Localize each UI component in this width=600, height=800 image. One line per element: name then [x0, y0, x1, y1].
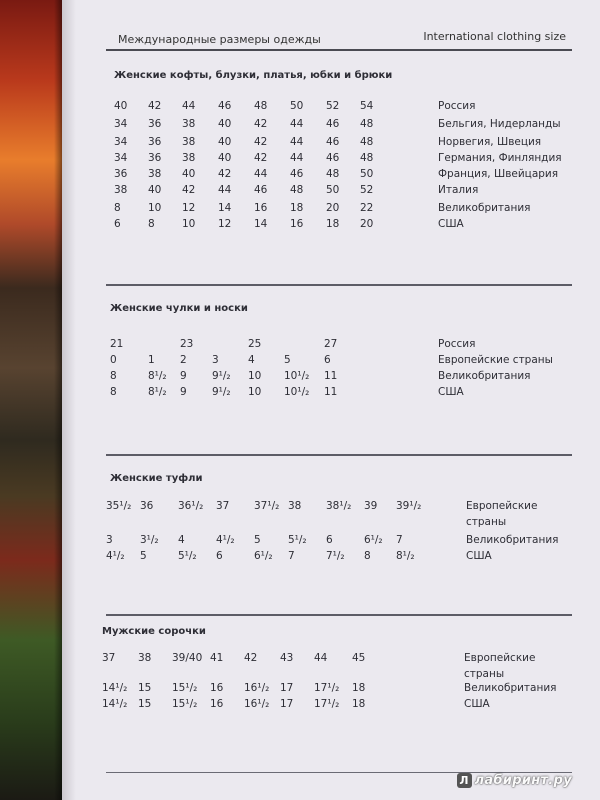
size-value: 48	[326, 168, 340, 180]
size-value: 16	[210, 682, 224, 694]
size-value: 42	[254, 136, 268, 148]
size-value: 48	[360, 118, 374, 130]
country-label: Великобритания	[464, 682, 557, 694]
size-value: 3	[106, 534, 113, 546]
size-value: 8	[110, 370, 117, 382]
size-value: 10	[248, 386, 262, 398]
size-value: 42	[244, 652, 258, 664]
section-divider	[106, 614, 572, 616]
size-value: 7¹/₂	[326, 550, 345, 562]
country-label: Великобритания	[466, 534, 559, 546]
country-label: Бельгия, Нидерланды	[438, 118, 561, 130]
size-value: 39	[364, 500, 378, 512]
country-label: Италия	[438, 184, 479, 196]
size-value: 39¹/₂	[396, 500, 422, 512]
size-value: 18	[352, 682, 366, 694]
size-value: 46	[326, 152, 340, 164]
size-value: 43	[280, 652, 294, 664]
country-label: США	[438, 218, 464, 230]
size-value: 37	[102, 652, 116, 664]
size-value: 34	[114, 136, 128, 148]
size-value: 14	[218, 202, 232, 214]
country-label: США	[464, 698, 490, 710]
header-divider	[106, 49, 572, 51]
size-value: 34	[114, 152, 128, 164]
size-value: 1	[148, 354, 155, 366]
size-value: 48	[254, 100, 268, 112]
size-value: 44	[290, 152, 304, 164]
size-value: 8	[110, 386, 117, 398]
size-value: 8	[364, 550, 371, 562]
size-value: 10¹/₂	[284, 370, 310, 382]
size-value: 16	[210, 698, 224, 710]
size-value: 10¹/₂	[284, 386, 310, 398]
size-value: 18	[352, 698, 366, 710]
size-value: 4	[178, 534, 185, 546]
size-value: 9	[180, 370, 187, 382]
size-value: 38	[114, 184, 128, 196]
size-value: 17	[280, 698, 294, 710]
size-value: 14	[254, 218, 268, 230]
country-label-cont: страны	[466, 516, 507, 528]
size-value: 15¹/₂	[172, 698, 198, 710]
country-label: Европейские	[464, 652, 536, 664]
size-value: 38	[138, 652, 152, 664]
size-value: 38¹/₂	[326, 500, 352, 512]
size-value: 9	[180, 386, 187, 398]
country-label: Норвегия, Швеция	[438, 136, 542, 148]
size-value: 18	[326, 218, 340, 230]
header-title-ru: Международные размеры одежды	[118, 33, 321, 46]
size-value: 6	[324, 354, 331, 366]
size-value: 44	[290, 118, 304, 130]
size-value: 50	[290, 100, 304, 112]
size-value: 16	[290, 218, 304, 230]
size-value: 8¹/₂	[148, 386, 167, 398]
section-divider	[106, 284, 572, 286]
country-label: США	[438, 386, 464, 398]
size-value: 42	[218, 168, 232, 180]
size-value: 3	[212, 354, 219, 366]
size-value: 52	[326, 100, 340, 112]
size-value: 5	[140, 550, 147, 562]
size-value: 15	[138, 698, 152, 710]
size-value: 42	[254, 152, 268, 164]
size-value: 46	[326, 136, 340, 148]
size-value: 5	[284, 354, 291, 366]
size-value: 8	[148, 218, 155, 230]
size-value: 12	[218, 218, 232, 230]
size-value: 8	[114, 202, 121, 214]
country-label: Франция, Швейцария	[438, 168, 559, 180]
size-value: 11	[324, 386, 338, 398]
size-value: 10	[182, 218, 196, 230]
country-label: Россия	[438, 338, 476, 350]
size-value: 5¹/₂	[178, 550, 197, 562]
size-value: 14¹/₂	[102, 682, 128, 694]
size-value: 0	[110, 354, 117, 366]
size-value: 36	[148, 118, 162, 130]
size-value: 9¹/₂	[212, 386, 231, 398]
watermark-text: лабиринт.ру	[474, 773, 572, 788]
size-value: 22	[360, 202, 374, 214]
size-value: 9¹/₂	[212, 370, 231, 382]
size-value: 15¹/₂	[172, 682, 198, 694]
watermark-logo-icon: Л	[457, 773, 472, 788]
size-value: 6	[114, 218, 121, 230]
size-value: 34	[114, 118, 128, 130]
size-value: 41	[210, 652, 224, 664]
size-value: 46	[254, 184, 268, 196]
size-value: 39/40	[172, 652, 203, 664]
size-value: 4	[248, 354, 255, 366]
size-value: 42	[182, 184, 196, 196]
watermark	[457, 773, 572, 788]
size-value: 6¹/₂	[364, 534, 383, 546]
section-title: Женские кофты, блузки, платья, юбки и брюки	[114, 70, 393, 81]
size-value: 38	[182, 152, 196, 164]
size-value: 46	[218, 100, 232, 112]
size-value: 52	[360, 184, 374, 196]
country-label: Россия	[438, 100, 476, 112]
size-value: 38	[148, 168, 162, 180]
country-label: Великобритания	[438, 202, 531, 214]
size-value: 48	[290, 184, 304, 196]
size-value: 38	[288, 500, 302, 512]
country-label: Европейские страны	[438, 354, 553, 366]
cover-photo-strip	[0, 0, 62, 800]
size-value: 17¹/₂	[314, 698, 340, 710]
size-value: 3¹/₂	[140, 534, 159, 546]
size-value: 40	[114, 100, 128, 112]
size-value: 44	[218, 184, 232, 196]
size-value: 27	[324, 338, 338, 350]
size-value: 16¹/₂	[244, 698, 270, 710]
size-value: 7	[396, 534, 403, 546]
size-value: 10	[248, 370, 262, 382]
size-value: 17	[280, 682, 294, 694]
size-value: 4¹/₂	[106, 550, 125, 562]
size-value: 12	[182, 202, 196, 214]
size-value: 6¹/₂	[254, 550, 273, 562]
size-value: 16¹/₂	[244, 682, 270, 694]
size-value: 17¹/₂	[314, 682, 340, 694]
header-title-en: International clothing size	[423, 30, 566, 43]
size-value: 35¹/₂	[106, 500, 132, 512]
size-value: 5¹/₂	[288, 534, 307, 546]
size-value: 25	[248, 338, 262, 350]
size-value: 15	[138, 682, 152, 694]
size-value: 54	[360, 100, 374, 112]
country-label-cont: страны	[464, 668, 505, 680]
size-value: 42	[148, 100, 162, 112]
section-title: Мужские сорочки	[102, 626, 206, 637]
size-value: 7	[288, 550, 295, 562]
size-value: 40	[218, 118, 232, 130]
size-value: 36	[148, 136, 162, 148]
size-value: 2	[180, 354, 187, 366]
section-title: Женские туфли	[110, 473, 203, 484]
size-value: 44	[290, 136, 304, 148]
size-value: 21	[110, 338, 124, 350]
size-value: 45	[352, 652, 366, 664]
size-value: 50	[326, 184, 340, 196]
size-value: 42	[254, 118, 268, 130]
country-label: США	[466, 550, 492, 562]
size-value: 44	[314, 652, 328, 664]
size-value: 46	[290, 168, 304, 180]
size-value: 6	[326, 534, 333, 546]
size-value: 8¹/₂	[148, 370, 167, 382]
size-value: 10	[148, 202, 162, 214]
country-label: Германия, Финляндия	[438, 152, 562, 164]
size-value: 4¹/₂	[216, 534, 235, 546]
size-value: 23	[180, 338, 194, 350]
size-value: 11	[324, 370, 338, 382]
book-page	[62, 0, 600, 800]
size-value: 40	[218, 152, 232, 164]
country-label: Великобритания	[438, 370, 531, 382]
size-value: 38	[182, 118, 196, 130]
size-value: 16	[254, 202, 268, 214]
size-value: 48	[360, 136, 374, 148]
country-label: Европейские	[466, 500, 538, 512]
size-value: 37¹/₂	[254, 500, 280, 512]
size-value: 20	[360, 218, 374, 230]
size-value: 36	[140, 500, 154, 512]
size-value: 48	[360, 152, 374, 164]
size-value: 46	[326, 118, 340, 130]
section-divider	[106, 454, 572, 456]
size-value: 37	[216, 500, 230, 512]
size-value: 36	[114, 168, 128, 180]
size-value: 14¹/₂	[102, 698, 128, 710]
size-value: 44	[254, 168, 268, 180]
size-value: 40	[182, 168, 196, 180]
size-value: 50	[360, 168, 374, 180]
size-value: 36¹/₂	[178, 500, 204, 512]
size-value: 38	[182, 136, 196, 148]
size-value: 5	[254, 534, 261, 546]
size-value: 8¹/₂	[396, 550, 415, 562]
size-value: 36	[148, 152, 162, 164]
size-value: 40	[148, 184, 162, 196]
size-value: 44	[182, 100, 196, 112]
size-value: 18	[290, 202, 304, 214]
size-value: 40	[218, 136, 232, 148]
section-title: Женские чулки и носки	[110, 303, 248, 314]
size-value: 6	[216, 550, 223, 562]
size-value: 20	[326, 202, 340, 214]
